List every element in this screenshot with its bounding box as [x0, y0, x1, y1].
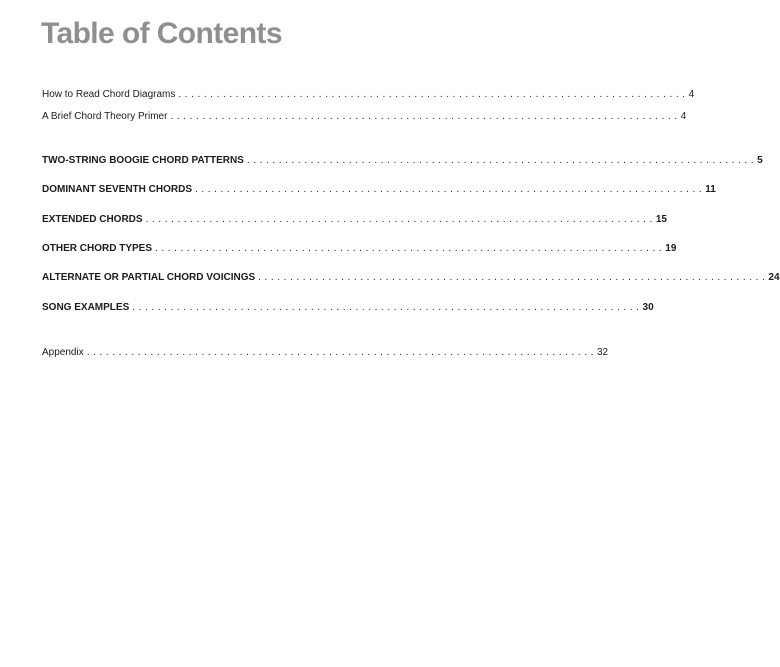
dot-leader: ................................................................................ [145, 214, 656, 225]
toc-entry-other-chord-types[interactable] [42, 242, 677, 256]
toc-entry-chord-diagrams[interactable] [42, 88, 695, 102]
toc-entry-page: 11 [705, 184, 716, 195]
toc-entry-page: 32 [596, 347, 609, 358]
toc-entry-song-examples[interactable] [42, 301, 654, 315]
toc-entry-page: 5 [757, 155, 763, 166]
toc-entry-page: 19 [665, 243, 677, 254]
toc-entry-label: Appendix [42, 347, 84, 358]
toc-entry-label: How to Read Chord Diagrams [42, 89, 176, 100]
dot-leader: ................................................................................ [258, 272, 769, 283]
dot-leader: ................................................................................ [178, 89, 689, 100]
dot-leader: ................................................................................ [86, 347, 597, 358]
toc-entry-label: SONG EXAMPLES [42, 302, 130, 313]
dot-leader: ................................................................................ [155, 243, 666, 254]
toc-entry-appendix[interactable] [42, 346, 609, 360]
dot-leader: ................................................................................ [195, 184, 706, 195]
toc-entry-page: 30 [642, 302, 654, 313]
dot-leader: ................................................................................ [246, 155, 758, 166]
toc-entry-label: TWO-STRING BOOGIE CHORD PATTERNS [42, 155, 244, 166]
toc-entry-label: OTHER CHORD TYPES [42, 243, 153, 254]
toc-entry-dominant-seventh[interactable] [42, 183, 716, 197]
toc-entry-theory-primer[interactable] [42, 110, 687, 124]
toc-entry-alternate-voicings[interactable] [42, 271, 780, 285]
page-title: Table of Contents [41, 17, 282, 50]
toc-entry-page: 15 [655, 214, 667, 225]
toc-entry-label: DOMINANT SEVENTH CHORDS [42, 184, 193, 195]
toc-entry-page: 4 [688, 89, 695, 100]
toc-entry-label: ALTERNATE OR PARTIAL CHORD VOICINGS [42, 272, 256, 283]
toc-entry-page: 24 [768, 272, 780, 283]
toc-entry-label: EXTENDED CHORDS [42, 214, 143, 225]
toc-entry-extended-chords[interactable] [42, 213, 667, 227]
toc-entry-label: A Brief Chord Theory Primer [42, 111, 168, 122]
toc-entry-two-string-boogie[interactable] [42, 154, 763, 168]
dot-leader: ................................................................................ [170, 111, 681, 122]
toc-entry-page: 4 [680, 111, 687, 122]
dot-leader: ................................................................................ [132, 302, 643, 313]
